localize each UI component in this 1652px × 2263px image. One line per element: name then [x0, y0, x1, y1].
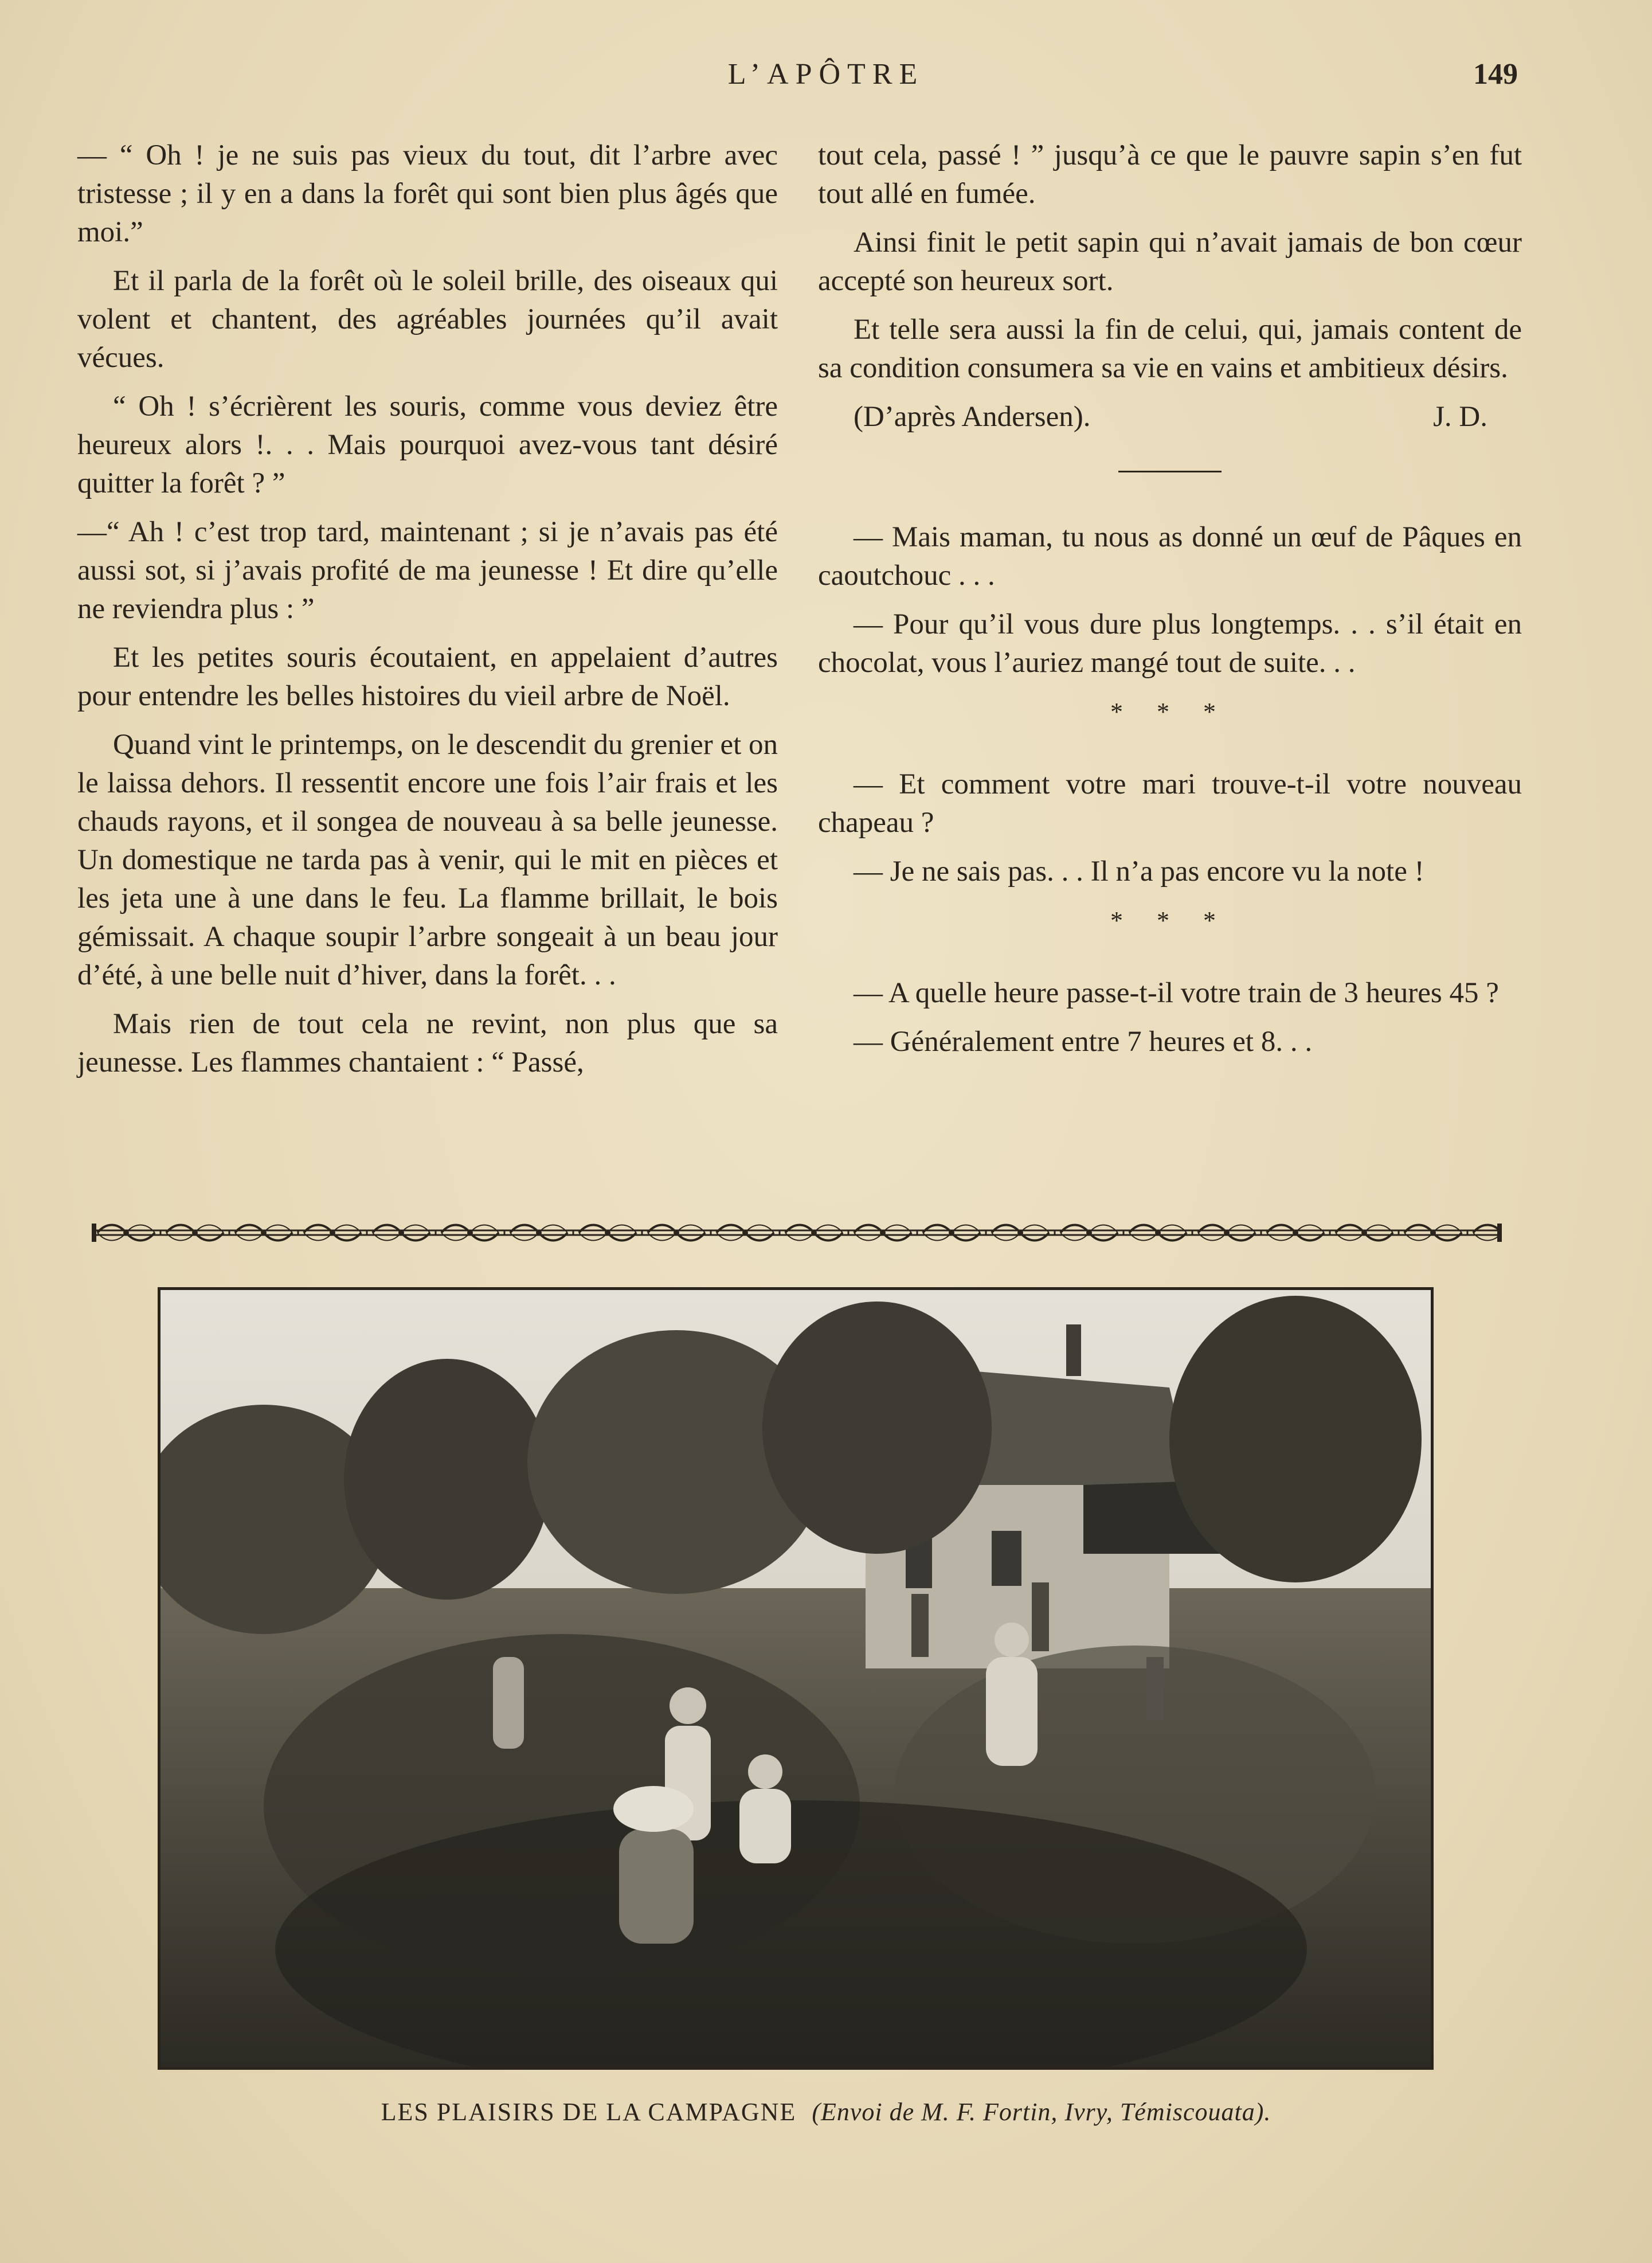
right-column [818, 136, 1522, 1072]
paragraph: —“ Ah ! c’est trop tard, maintenant ; si je n’avais pas été aussi sot, si j’avais profité de ma jeunesse ! Et dire qu’elle ne reviendra plus : ” [77, 516, 778, 625]
left-column [77, 136, 778, 1092]
asterism-separator: * * * [1110, 906, 1230, 935]
caption-credit: (Envoi de M. F. Fortin, Ivry, Témiscouata). [812, 2098, 1271, 2126]
farm-photograph [158, 1287, 1434, 2070]
page-number: 149 [1473, 58, 1518, 91]
paragraph: — “ Oh ! je ne suis pas vieux du tout, dit l’arbre avec tristesse ; il y en a dans la forêt qui sont bien plus âgés que moi.” [77, 139, 778, 248]
joke-line: — Je ne sais pas. . . Il n’a pas encore vu la note ! [854, 855, 1424, 888]
paragraph: Et telle sera aussi la fin de celui, qui, jamais content de sa condition consumera sa vie en vains et ambitieux désirs. [818, 314, 1522, 384]
paragraph: tout cela, passé ! ” jusqu’à ce que le pauvre sapin s’en fut tout allé en fumée. [818, 139, 1522, 210]
paragraph: Quand vint le printemps, on le descendit du grenier et on le laissa dehors. Il ressentit encore une fois l’air frais et les chauds rayons, et il songea de nouveau à sa belle jeunesse. Un domestique ne tarda pas à venir, qui le mit en pièces et les jeta une à une dans le feu. La flamme brillait, le bois gémissait. A chaque soupir l’arbre songeait à un beau jour d’été, à une belle nuit d’hiver, dans la forêt. . . [77, 729, 778, 991]
signature-line [818, 398, 1522, 436]
joke-line: — Généralement entre 7 heures et 8. . . [854, 1026, 1313, 1058]
section-rule [1118, 471, 1222, 472]
paragraph: Et les petites souris écoutaient, en appelaient d’autres pour entendre les belles histoires du vieil arbre de Noël. [77, 642, 778, 712]
paragraph: “ Oh ! s’écrièrent les souris, comme vous deviez être heureux alors !. . . Mais pourquoi avez-vous tant désiré quitter la forêt ? ” [77, 390, 778, 499]
running-head: L’APÔTRE [727, 58, 925, 91]
joke-line: — Mais maman, tu nous as donné un œuf de Pâques en caoutchouc . . . [818, 521, 1522, 592]
photo-caption [0, 2097, 1652, 2127]
joke-line: — Pour qu’il vous dure plus longtemps. . . s’il était en chocolat, vous l’auriez mangé tout de suite. . . [818, 608, 1522, 679]
author-initials: J. D. [1433, 401, 1487, 433]
joke-line: — Et comment votre mari trouve-t-il votre nouveau chapeau ? [818, 768, 1522, 839]
source-attribution: (D’après Andersen). [854, 401, 1091, 433]
asterism-separator: * * * [1110, 698, 1230, 726]
caption-title: LES PLAISIRS DE LA CAMPAGNE [381, 2098, 797, 2126]
paragraph: Mais rien de tout cela ne revint, non plus que sa jeunesse. Les flammes chantaient : “ Passé, [77, 1008, 778, 1078]
paragraph: Ainsi finit le petit sapin qui n’avait jamais de bon cœur accepté son heureux sort. [818, 226, 1522, 297]
joke-line: — A quelle heure passe-t-il votre train de 3 heures 45 ? [854, 977, 1499, 1009]
paragraph: Et il parla de la forêt où le soleil brille, des oiseaux qui volent et chantent, des agréables journées qu’il avait vécues. [77, 265, 778, 374]
ornamental-border [92, 1220, 1502, 1245]
